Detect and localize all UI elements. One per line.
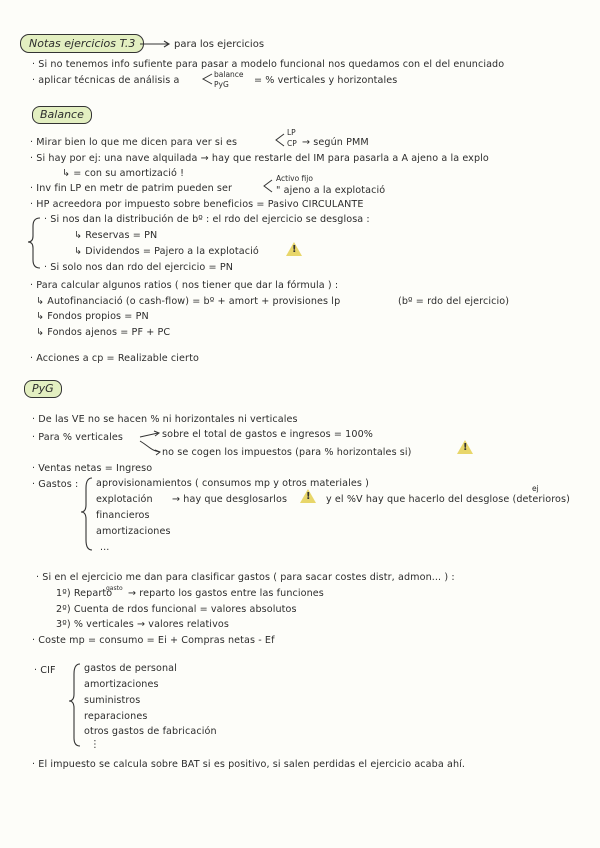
balance-line-13: ↳ Fondos ajenos = PF + PC — [36, 327, 171, 338]
balance-line-1a: · Mirar bien lo que me dicen para ver si es — [30, 137, 238, 148]
pyg-heading — [24, 380, 62, 398]
balance-heading — [32, 106, 92, 124]
pyg-line-2a: · Para % verticales — [32, 432, 123, 443]
pyg-line-2b: sobre el total de gastos e ingresos = 100% — [162, 429, 373, 440]
intro-line-2a: · aplicar técnicas de análisis a — [32, 75, 180, 86]
balance-line-4b: " ajeno a la explotació — [276, 185, 386, 196]
cif-item-2: amortizaciones — [84, 679, 159, 690]
balance-line-4a: · Inv fin LP en metr de patrim pueden ser — [30, 183, 233, 194]
gastos-item-2b: → hay que desglosarlos — [172, 494, 288, 505]
cif-item-6: ⋮ — [90, 739, 100, 750]
gastos-item-5: ... — [100, 542, 110, 553]
balance-line-11: ↳ Autofinanciació (o cash-flow) = bº + amort + provisiones lp — [36, 296, 341, 307]
gastos-item-3: financieros — [96, 510, 150, 521]
balance-line-3: ↳ = con su amortizació ! — [62, 168, 185, 179]
balance-line-14: · Acciones a cp = Realizable cierto — [30, 353, 199, 364]
balance-line-8: ↳ Dividendos = Pajero a la explotació — [74, 246, 259, 257]
gastos-item-4: amortizaciones — [96, 526, 171, 537]
intro-line-1: · Si no tenemos info sufiente para pasar a modelo funcional nos quedamos con el del enunciado — [32, 59, 505, 70]
balance-line-12: ↳ Fondos propios = PN — [36, 311, 149, 322]
pyg-costes-line-4: 3º) % verticales → valores relativos — [56, 619, 229, 630]
intro-line-2b: = % verticales y horizontales — [254, 75, 398, 86]
cif-item-5: otros gastos de fabricación — [84, 726, 217, 737]
balance-line-6: · Si nos dan la distribución de bº : el rdo del ejercicio se desglosa : — [44, 214, 370, 225]
balance-line-7: ↳ Reservas = PN — [74, 230, 158, 241]
gastos-label: · Gastos : — [32, 479, 79, 490]
pyg-last-line: · El impuesto se calcula sobre BAT si es positivo, si salen perdidas el ejercicio acaba ahí. — [32, 759, 466, 770]
gastos-item-2a: explotación — [96, 494, 153, 505]
pyg-costes-line-2: 1º) Reparto — [56, 588, 113, 599]
warning-icon — [286, 242, 302, 256]
intro-balance: balance — [214, 70, 244, 79]
balance-lp: LP — [287, 128, 296, 137]
cif-item-3: suministros — [84, 695, 141, 706]
pyg-costes-line-3: 2º) Cuenta de rdos funcional = valores absolutos — [56, 604, 297, 615]
balance-activo-fijo: Activo fijo — [276, 174, 313, 183]
pyg-costes-line-2-sup: gasto — [106, 585, 123, 592]
intro-pyg: PyG — [214, 80, 229, 89]
title-note: para los ejercicios — [174, 39, 265, 50]
pyg-line-1: · De las VE no se hacen % ni horizontales ni verticales — [32, 414, 298, 425]
balance-line-5: · HP acreedora por impuesto sobre beneficios = Pasivo CIRCULANTE — [30, 199, 364, 210]
pyg-heading-text: PyG — [32, 382, 54, 395]
warning-icon — [457, 440, 473, 454]
page-title-text: Notas ejercicios T.3 — [29, 37, 136, 50]
page-title — [20, 34, 144, 53]
warning-icon — [300, 489, 316, 503]
gastos-ej-note: ej — [532, 484, 539, 493]
gastos-item-2c: y el %V hay que hacerlo del desglose (deterioros) — [326, 494, 570, 505]
pyg-line-4: · Ventas netas = Ingreso — [32, 463, 153, 474]
balance-line-10: · Para calcular algunos ratios ( nos tiener que dar la fórmula ) : — [30, 280, 339, 291]
balance-cp: CP — [287, 139, 297, 148]
pyg-costes-line-1: · Si en el ejercicio me dan para clasificar gastos ( para sacar costes distr, admon... ) : — [36, 572, 455, 583]
cif-item-4: reparaciones — [84, 711, 148, 722]
balance-line-9: · Si solo nos dan rdo del ejercicio = PN — [44, 262, 233, 273]
balance-line-2: · Si hay por ej: una nave alquilada → hay que restarle del IM para pasarla a A ajeno a la explo — [30, 153, 489, 164]
pyg-line-3: no se cogen los impuestos (para % horizontales si) — [162, 447, 412, 458]
cif-item-1: gastos de personal — [84, 663, 177, 674]
balance-line-11-note: (bº = rdo del ejercicio) — [398, 296, 510, 307]
gastos-item-1: aprovisionamientos ( consumos mp y otros materiales ) — [96, 478, 369, 489]
pyg-costes-line-5: · Coste mp = consumo = Ei + Compras netas - Ef — [32, 635, 275, 646]
balance-heading-text: Balance — [40, 108, 84, 121]
cif-label: · CIF — [34, 665, 56, 676]
pyg-costes-line-2b: → reparto los gastos entre las funciones — [128, 588, 324, 599]
balance-line-1b: → según PMM — [302, 137, 369, 148]
